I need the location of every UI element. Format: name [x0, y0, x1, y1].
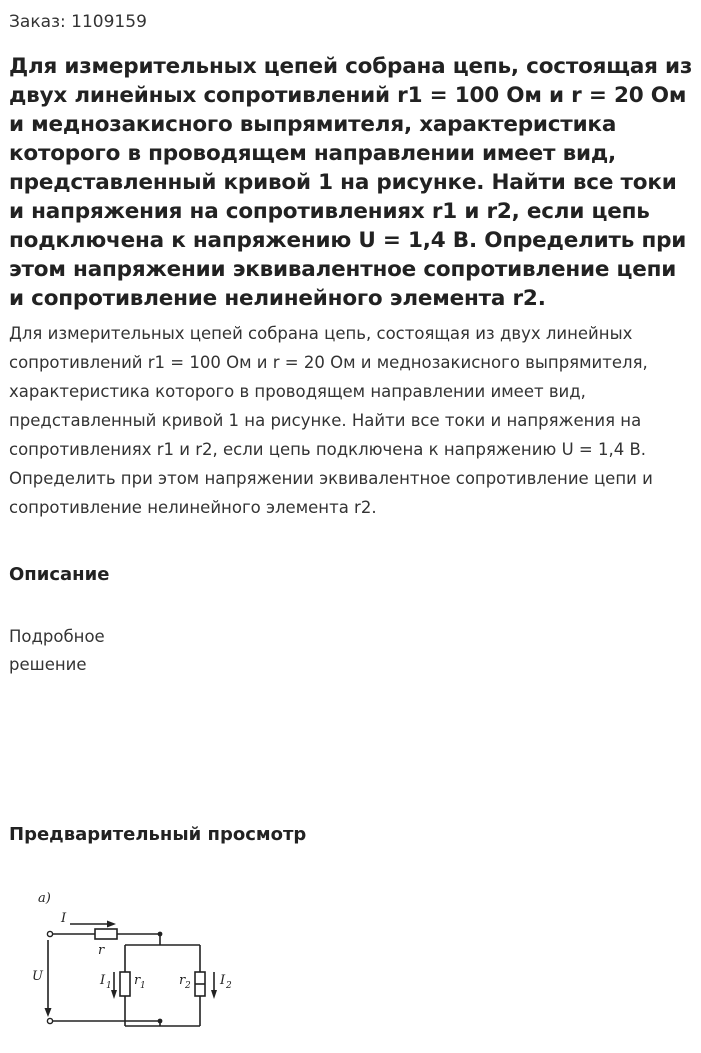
label-resistor-r: r	[98, 943, 105, 958]
description-heading: Описание	[9, 564, 110, 585]
label-a: a)	[38, 891, 51, 906]
label-current-i2: I	[220, 973, 226, 988]
label-current-i1-sub: 1	[106, 981, 112, 991]
problem-text: Для измерительных цепей собрана цепь, состоящая из двух линейных сопротивлений r1 = 100 Ом и r = 20 Ом и меднозакисного выпрямителя, характеристика которого в проводящем направлении имеет вид, представленный кривой 1 на рисунке. Найти все токи и напряжения на сопротивлениях r1 и r2, если цепь подключена к напряжению U = 1,4 В. Определить при этом напряжении эквивалентное сопротивление цепи и сопротивление нелинейного элемента r2.	[9, 324, 653, 517]
label-resistor-r2: r	[179, 973, 186, 988]
circuit-diagram	[20, 880, 280, 1040]
label-resistor-r2-sub: 2	[185, 981, 191, 991]
page-title: Для измерительных цепей собрана цепь, состоящая из двух линейных сопротивлений r1 = 100 Ом и r = 20 Ом и меднозакисного выпрямителя, характеристика которого в проводящем направлении имеет вид, представленный кривой 1 на рисунке. Найти все токи и напряжения на сопротивлениях r1 и r2, если цепь подключена к напряжению U = 1,4 В. Определить при этом напряжении эквивалентное сопротивление цепи и сопротивление нелинейного элемента r2.	[9, 54, 693, 311]
order-number: Заказ: 1109159	[9, 12, 147, 32]
label-resistor-r1: r	[134, 973, 141, 988]
label-current-i2-sub: 2	[226, 981, 232, 991]
label-voltage-u: U	[32, 969, 43, 984]
label-current-i: I	[61, 911, 67, 926]
description-text: Подробное решение	[9, 627, 105, 674]
label-current-i1: I	[100, 973, 106, 988]
label-resistor-r1-sub: 1	[140, 981, 146, 991]
preview-heading: Предварительный просмотр	[9, 824, 307, 845]
